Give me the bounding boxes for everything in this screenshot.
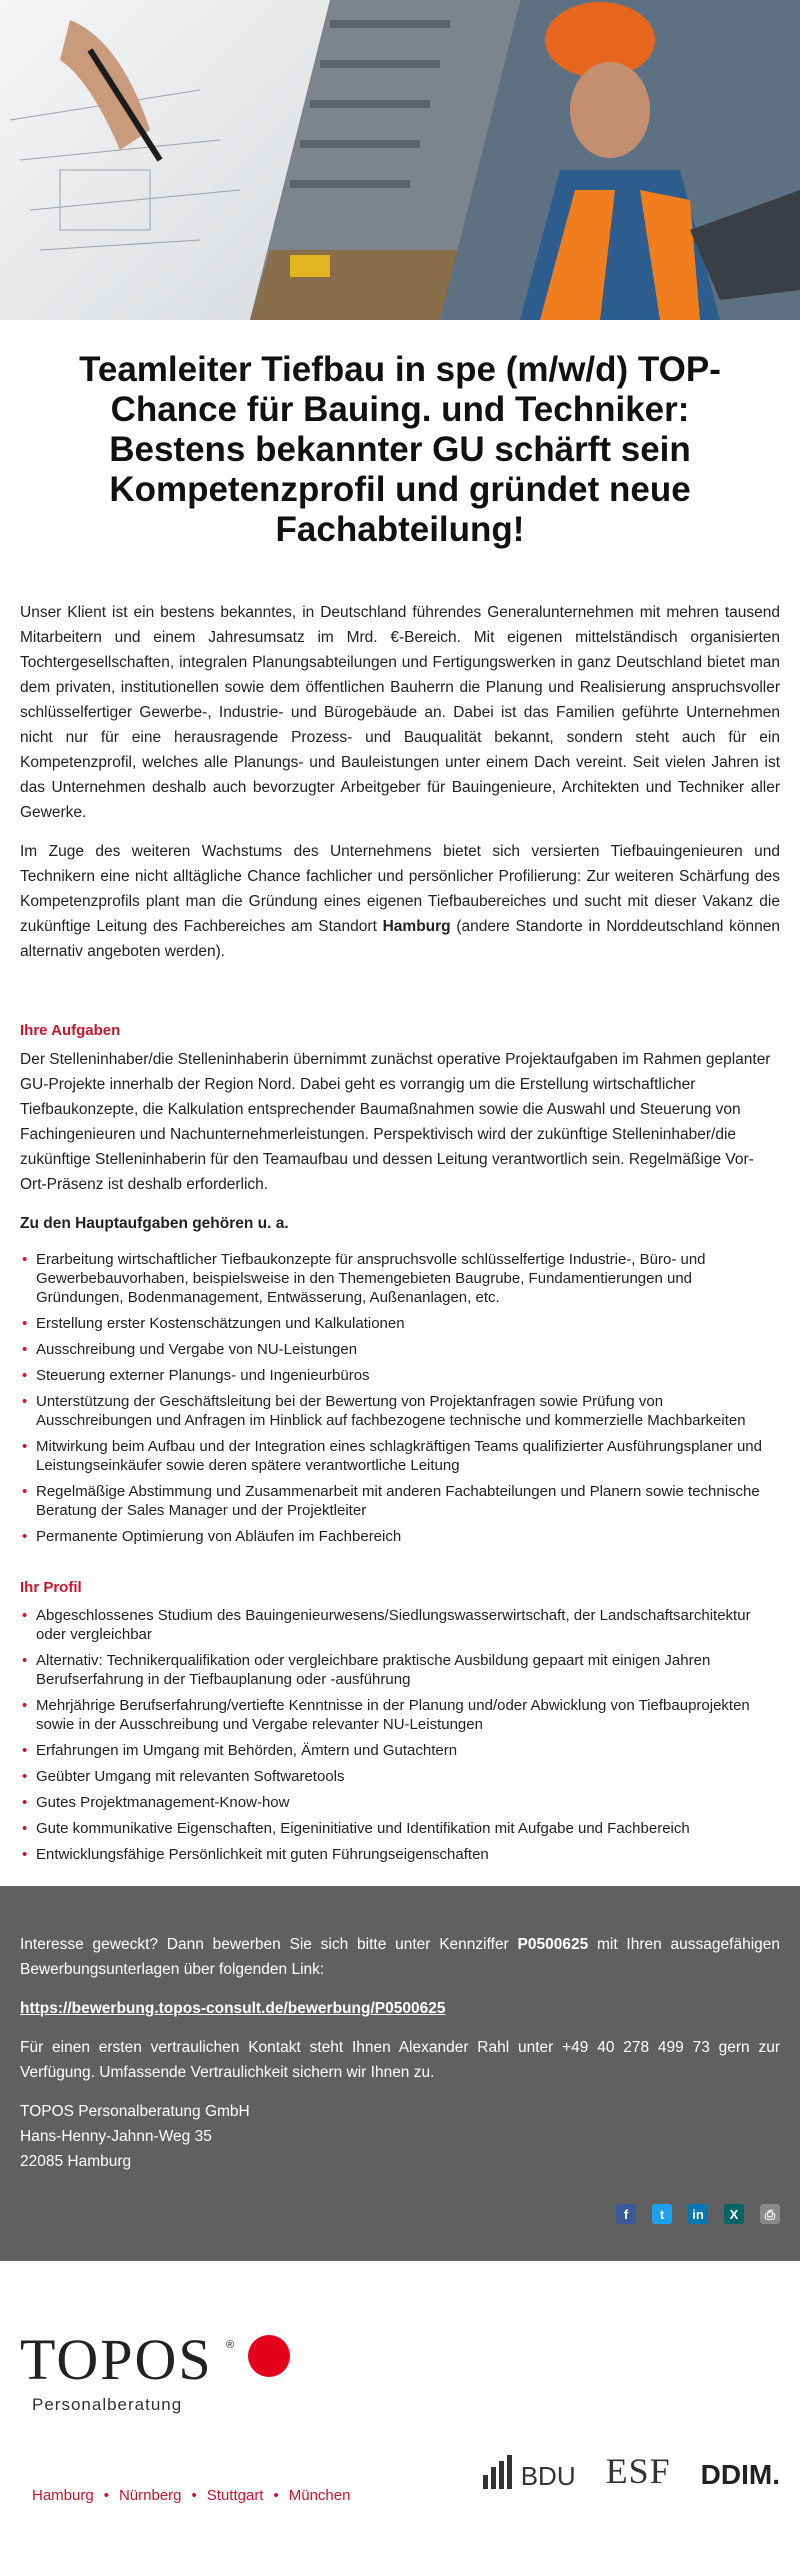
logo-subtitle: Personalberatung [32,2395,183,2414]
share-bar [20,2204,780,2224]
list-item: • Regelmäßige Abstimmung und Zusammenarbeit mit anderen Fachabteilungen und Planern sowie technische Beratung der Sales Manager und der Projektleiter [20,1482,780,1520]
company-name: TOPOS Personalberatung GmbH [20,2103,250,2120]
tasks-subheading: Zu den Hauptaufgaben gehören u. a. [20,1215,289,1232]
list-item: • Gute kommunikative Eigenschaften, Eigeninitiative und Identifikation mit Aufgabe und Fachbereich [20,1819,780,1838]
city-muenchen: München [288,2487,351,2504]
tasks-section [0,978,800,1546]
list-item: • Permanente Optimierung von Abläufen im Fachbereich [20,1527,780,1546]
page-title: Teamleiter Tiefbau in spe (m/w/d) TOP-Chance für Bauing. und Techniker: Bestens bekannter GU schärft sein Kompetenzprofil und gründet neue Fachabteilung! [79,350,721,549]
list-item: • Geübter Umgang mit relevanten Softwaretools [20,1767,780,1786]
print-icon[interactable]: ⎙ [760,2204,780,2224]
bdu-bars-icon [483,2455,517,2489]
ddim-logo: DDIM. [700,2459,780,2490]
profile-list [20,1606,780,1864]
reference-code: P0500625 [517,1936,589,1953]
apply-text: Interesse geweckt? Dann bewerben Sie sich bitte unter Kennziffer P0500625 mit Ihren aussagefähigen Bewerbungsunterlagen über folgenden Link: [20,1936,780,1978]
hero-illustration [0,0,800,320]
intro-paragraph-2: Im Zuge des weiteren Wachstums des Unternehmens bietet sich versierten Tiefbauingenieuren und Technikern eine nicht alltägliche Chance fachlicher und persönlicher Profilierung: Zur weiteren Schärfung des Kompetenzprofils plant man die Gründung eines eigenen Tiefbaubereiches und sucht mit dieser Vakanz die zukünftige Leitung des Fachbereiches am Standort Hamburg (andere Standorte in Norddeutschland können alternativ angeboten werden). [20,843,780,960]
linkedin-icon[interactable]: in [688,2204,708,2224]
intro-paragraph: Unser Klient ist ein bestens bekanntes, in Deutschland führendes Generalunternehmen mit mehren tausend Mitarbeitern und einem Jahresumsatz im Mrd. €-Bereich. Mit eigenen mittelständisch organisierten Tochtergesellschaften, integralen Planungsabteilungen und Fertigungswerken in ganz Deutschland bietet man dem privaten, institutionellen sowie dem öffentlichen Bauherrn die Planung und Realisierung anspruchsvoller schlüsselfertiger Gewerbe-, Industrie- und Bürogebäude an. Dabei ist das Familien geführte Unternehmen nicht nur für eine herausragende Prozess- und Bauqualität bekannt, sondern steht auch für ein Kompetenzprofil, welches alle Planungs- und Bauleistungen unter einem Dach vereint. Seit vielen Jahren ist das Unternehmen deshalb auch bevorzugter Arbeitgeber für Bauingenieure, Architekten und Techniker aller Gewerke. [20,604,780,821]
bdu-text: BDU [520,2461,576,2491]
contact-section [0,1886,800,2261]
tasks-list [20,1250,780,1546]
profile-heading: Ihr Profil [20,1579,82,1596]
city-separator: • [273,2487,279,2504]
xing-icon[interactable]: X [724,2204,744,2224]
list-item: • Erstellung erster Kostenschätzungen und Kalkulationen [20,1314,780,1333]
logo-dot [248,2335,290,2377]
list-item: • Mitwirkung beim Aufbau und der Integration eines schlagkräftigen Teams qualifizierter Ausführungsplaner und Leistungseinkäufer sowie deren spätere verantwortliche Leitung [20,1437,780,1475]
list-item: • Entwicklungsfähige Persönlichkeit mit guten Führungseigenschaften [20,1845,780,1864]
intro-section [0,500,800,964]
contact-text: Für einen ersten vertraulichen Kontakt steht Ihnen Alexander Rahl unter +49 40 278 499 73 gern zur Verfügung. Umfassende Vertraulichkeit sichern wir Ihnen zu. [20,2039,780,2081]
list-item: • Unterstützung der Geschäftsleitung bei der Bewertung von Projektanfragen sowie Prüfung von Ausschreibungen und Anfragen im Hinblick auf fachbezogene technische und kommerzielle Machbarkeiten [20,1392,780,1430]
list-item: • Mehrjährige Berufserfahrung/vertiefte Kenntnisse in der Planung und/oder Abwicklung von Tiefbauprojekten sowie in der Ausschreibung und Vergabe relevanter NU-Leistungen [20,1696,780,1734]
list-item: • Abgeschlossenes Studium des Bauingenieurwesens/Siedlungswasserwirtschaft, der Landschaftsarchitektur oder vergleichbar [20,1606,780,1644]
tasks-heading: Ihre Aufgaben [20,1022,121,1039]
office-cities [32,2487,350,2504]
hero-image [0,0,800,320]
location-hamburg: Hamburg [382,918,451,935]
list-item: • Ausschreibung und Vergabe von NU-Leistungen [20,1340,780,1359]
city-separator: • [103,2487,109,2504]
company-street: Hans-Henny-Jahnn-Weg 35 [20,2128,212,2145]
association-logos [483,2453,780,2489]
company-city: 22085 Hamburg [20,2153,132,2170]
list-item: • Erfahrungen im Umgang mit Behörden, Ämtern und Gutachtern [20,1741,780,1760]
footer [0,2261,800,2558]
city-hamburg: Hamburg [32,2487,94,2504]
twitter-icon[interactable]: t [652,2204,672,2224]
bdu-logo [483,2455,576,2489]
city-stuttgart: Stuttgart [206,2487,264,2504]
application-link[interactable]: https://bewerbung.topos-consult.de/bewerbung/P0500625 [20,2000,446,2017]
list-item: • Erarbeitung wirtschaftlicher Tiefbaukonzepte für anspruchsvolle schlüsselfertige Industrie-, Büro- und Gewerbebauvorhaben, beispielsweise in den Themengebieten Baugrube, Fundamentierungen und Gründungen, Bodenmanagement, Entwässerung, Außenanlagen, etc. [20,1250,780,1307]
city-separator: • [191,2487,197,2504]
list-item: • Gutes Projektmanagement-Know-how [20,1793,780,1812]
list-item: • Alternativ: Technikerqualifikation oder vergleichbare praktische Ausbildung gepaart mit einigen Jahren Berufserfahrung in der Tiefbauplanung oder -ausführung [20,1651,780,1689]
company-address [20,2099,780,2174]
city-nuernberg: Nürnberg [118,2487,182,2504]
profile-section [0,1553,800,1864]
logo-wordmark: TOPOS [20,2327,213,2392]
tasks-description: Der Stelleninhaber/die Stelleninhaberin übernimmt zunächst operative Projektaufgaben im Rahmen geplanter GU-Projekte innerhalb der Region Nord. Dabei geht es vorrangig um die Erstellung wirtschaftlicher Tiefbaukonzepte, die Kalkulation entsprechender Baumaßnahmen sowie die Auswahl und Steuerung von Fachingenieuren und Nachunternehmerleistungen. Perspektivisch wird der zukünftige Stelleninhaber/die zukünftige Stelleninhaberin für den Teamaufbau und dessen Leitung verantwortlich sein. Regelmäßige Vor-Ort-Präsenz ist deshalb erforderlich. [20,1051,771,1193]
list-item: • Steuerung externer Planungs- und Ingenieurbüros [20,1366,780,1385]
logo-registered: ® [226,2339,235,2351]
topos-logo [20,2327,235,2414]
esf-logo: ESF [605,2451,671,2491]
facebook-icon[interactable]: f [616,2204,636,2224]
